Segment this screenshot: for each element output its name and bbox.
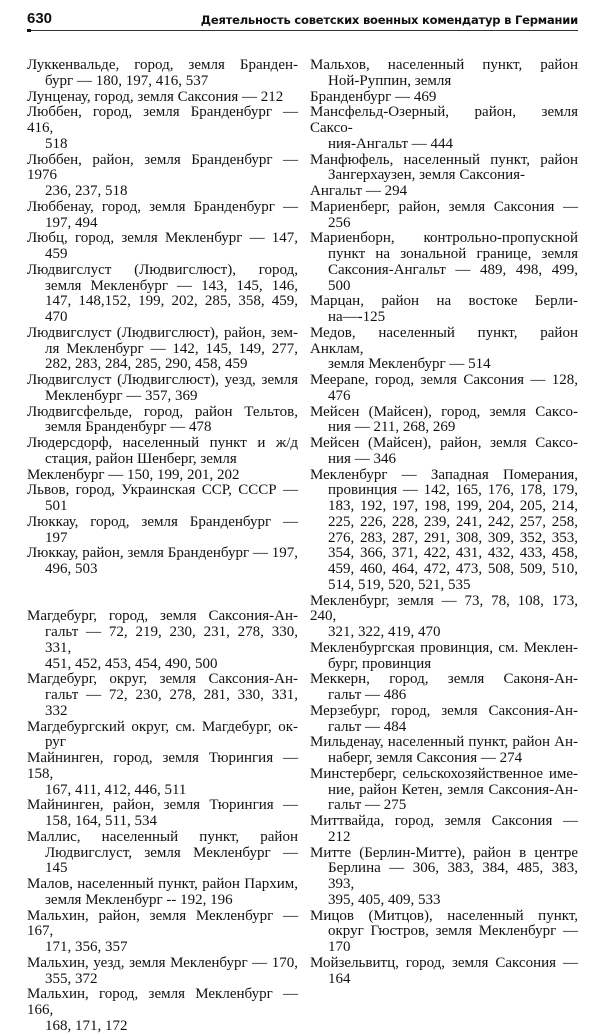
index-entry-continuation-line: гальт — 72, 219, 230, 231, 278, 330, 331, bbox=[45, 624, 298, 656]
index-entry-heading-line: Мальхин, район, земля Мекленбург — 167, bbox=[27, 907, 298, 940]
index-entry-heading-line: Митте (Берлин-Митте), район в центре bbox=[310, 844, 578, 861]
index-entry-continuation-line: 236, 237, 518 bbox=[45, 183, 128, 199]
index-entry-heading-line: Мойзельвитц, город, земля Саксония — bbox=[310, 954, 578, 971]
index-entry bbox=[310, 153, 578, 185]
index-entry-heading-line: Людвигслуст (Людвигслюст), уезд, земля bbox=[27, 372, 298, 388]
index-entry-continuation-line: 158, 164, 511, 534 bbox=[45, 813, 157, 829]
index-entry-heading-line: Магдебургский округ, см. Магдебург, ок- bbox=[27, 718, 298, 735]
index-entry-heading-line: Майнинген, район, земля Тюрингия — bbox=[27, 797, 298, 814]
index-entry-continuation-line: 451, 452, 453, 454, 490, 500 bbox=[45, 655, 218, 672]
index-entry bbox=[27, 58, 298, 90]
index-entry-heading-line: Малов, населенный пункт, район Пархим, bbox=[27, 876, 298, 892]
index-entry-continuation-line: Зангерхаузен, земля Саксония- bbox=[328, 167, 526, 184]
index-entry-continuation-line: наберг, земля Саксония — 274 bbox=[328, 750, 523, 766]
index-entry-continuation-line: ние, район Кетен, земля Саксония-Ан- bbox=[328, 781, 578, 798]
index-entry bbox=[310, 846, 578, 909]
index-entry bbox=[27, 263, 298, 326]
index-entry-continuation-line: 470 bbox=[45, 309, 68, 325]
index-entry bbox=[27, 436, 298, 468]
index-entry bbox=[310, 105, 578, 152]
index-entry-heading-line: Мекленбург — Западная Померания, bbox=[310, 466, 578, 483]
index-entry-continuation-line: 476 bbox=[328, 387, 351, 404]
index-column-left bbox=[27, 58, 298, 1035]
index-entry-heading-line: Мариенборн, контрольно-пропускной bbox=[310, 230, 578, 247]
index-entry bbox=[310, 326, 578, 373]
index-entry bbox=[310, 909, 578, 956]
index-entry-heading-line: Мейсен (Майсен), район, земля Саксо- bbox=[310, 435, 578, 451]
page-number: 630 bbox=[27, 10, 53, 27]
index-entry-continuation-line: 170 bbox=[328, 939, 351, 955]
index-entry-continuation-line: 496, 503 bbox=[45, 561, 98, 577]
index-entry bbox=[27, 830, 298, 877]
index-entry-heading-line: Мекленбург, земля — 73, 78, 108, 173, 240, bbox=[310, 592, 578, 625]
index-entry bbox=[310, 814, 578, 846]
index-entry-continuation-line: 212 bbox=[328, 828, 351, 845]
index-entry bbox=[310, 200, 578, 232]
index-entry bbox=[27, 483, 298, 515]
index-entry-heading-line: Мальхин, уезд, земля Мекленбург — 170, bbox=[27, 954, 298, 971]
index-entry bbox=[310, 184, 578, 200]
index-entry-heading-line: Миттвайда, город, земля Саксония — bbox=[310, 813, 578, 829]
header-rule-mark bbox=[27, 29, 31, 32]
index-entry-heading-line: Магдебург, город, земля Саксония-Ан- bbox=[27, 608, 298, 625]
index-entry-continuation-line: на—-125 bbox=[328, 309, 386, 325]
index-entry bbox=[310, 231, 578, 294]
index-entry-heading-line: Любц, город, земля Мекленбург — 147, bbox=[27, 230, 298, 247]
index-entry-heading-line: Мальхов, населенный пункт, район bbox=[310, 57, 578, 73]
index-entry-continuation-line: стация, район Шенберг, земля bbox=[45, 450, 237, 467]
index-entry bbox=[310, 436, 578, 468]
index-entry-continuation-line: Саксония-Ангальт — 489, 498, 499, bbox=[328, 261, 578, 278]
index-entry-heading-line: Лунценау, город, земля Саксония — 212 bbox=[27, 88, 284, 105]
index-entry-heading-line: Львов, город, Украинская ССР, СССР — bbox=[27, 482, 298, 499]
index-entry-heading-line: Мейсен (Майсен), город, земля Саксо- bbox=[310, 403, 578, 420]
index-entry-heading-line: Манфюфель, населенный пункт, район bbox=[310, 151, 578, 168]
index-entry bbox=[27, 105, 298, 152]
index-entry bbox=[27, 515, 298, 547]
index-entry-continuation-line: земля Бранденбург — 478 bbox=[45, 419, 212, 436]
index-entry-heading-line: Бранденбург — 469 bbox=[310, 88, 437, 105]
index-entry-heading-line: Люббен, район, земля Бранденбург — 1976 bbox=[27, 151, 298, 184]
index-entry-continuation-line: 171, 356, 357 bbox=[45, 939, 128, 955]
index-entry-continuation-line: 514, 519, 520, 521, 535 bbox=[328, 576, 471, 593]
index-entry-continuation-line: гальт — 484 bbox=[328, 718, 407, 735]
index-entry-heading-line: Минстерберг, сельскохозяйственное име- bbox=[310, 765, 578, 782]
index-entry bbox=[310, 704, 578, 736]
index-entry bbox=[310, 58, 578, 90]
index-entry-heading-line: Люккау, город, земля Бранденбург — bbox=[27, 513, 298, 530]
index-entry-heading-line: Люккау, район, земля Бранденбург — 197, bbox=[27, 545, 298, 562]
index-entry-continuation-line: 459, 460, 464, 472, 473, 508, 509, 510, bbox=[328, 561, 578, 577]
index-entry-continuation-line: 147, 148,152, 199, 202, 285, 358, 459, bbox=[45, 293, 298, 310]
index-entry-continuation-line: ния-Ангальт — 444 bbox=[328, 135, 454, 152]
index-entry-continuation-line: 256 bbox=[328, 214, 351, 231]
running-title: Деятельность советских военных комендатур в Германии bbox=[200, 13, 578, 27]
index-entry-continuation-line: 276, 283, 287, 291, 308, 309, 352, 353, bbox=[328, 529, 578, 546]
index-entry-heading-line: Меерane, город, земля Саксония — 128, bbox=[310, 372, 578, 388]
index-entry bbox=[27, 956, 298, 988]
index-entry-continuation-line: округ Гюстров, земля Мекленбург — bbox=[328, 923, 578, 940]
index-entry-continuation-line: 459 bbox=[45, 246, 68, 262]
index-entry bbox=[27, 326, 298, 373]
index-entry bbox=[27, 877, 298, 909]
index-entry-continuation-line: провинция — 142, 165, 176, 178, 179, bbox=[328, 482, 578, 499]
index-entry bbox=[310, 90, 578, 106]
index-entry-continuation-line: 354, 366, 371, 422, 431, 432, 433, 458, bbox=[328, 545, 578, 562]
index-entry bbox=[27, 720, 298, 752]
index-entry-continuation-line: 168, 171, 172 bbox=[45, 1017, 128, 1034]
index-entry bbox=[310, 373, 578, 405]
index-entry bbox=[27, 405, 298, 437]
index-entry bbox=[310, 672, 578, 704]
index-entry bbox=[27, 751, 298, 798]
index-column-right bbox=[310, 58, 578, 987]
index-entry-continuation-line: Мекленбург — 357, 369 bbox=[45, 387, 198, 404]
index-entry-continuation-line: 225, 226, 228, 239, 241, 242, 257, 258, bbox=[328, 513, 578, 530]
index-entry-continuation-line: Берлина — 306, 383, 384, 485, 383, 393, bbox=[328, 860, 578, 892]
index-entry-continuation-line: 355, 372 bbox=[45, 970, 98, 987]
index-entry-continuation-line: 145 bbox=[45, 860, 68, 877]
index-entry-continuation-line: ния — 346 bbox=[328, 450, 396, 467]
index-entry bbox=[27, 153, 298, 200]
index-entry-continuation-line: 501 bbox=[45, 498, 68, 514]
index-entry-heading-line: Мальхин, город, земля Мекленбург — 166, bbox=[27, 986, 298, 1018]
index-entry-continuation-line: бург, провинция bbox=[328, 655, 432, 672]
index-entry bbox=[27, 798, 298, 830]
index-entry-heading-line: Мекленбург — 150, 199, 201, 202 bbox=[27, 466, 240, 483]
letter-section-gap bbox=[27, 578, 298, 610]
index-entry-continuation-line: 164 bbox=[328, 970, 351, 987]
index-entry bbox=[27, 90, 298, 106]
index-entry-heading-line: Луккенвальде, город, земля Бранден- bbox=[27, 57, 298, 73]
index-entry-continuation-line: ния — 211, 268, 269 bbox=[328, 419, 456, 436]
index-entry-continuation-line: Людвигслуст, земля Мекленбург — bbox=[45, 844, 298, 861]
header-rule bbox=[27, 30, 578, 31]
index-entry-continuation-line: 321, 322, 419, 470 bbox=[328, 624, 441, 640]
index-entry bbox=[27, 672, 298, 719]
index-entry-heading-line: Марцан, район на востоке Берли- bbox=[310, 293, 578, 310]
index-entry-heading-line: Люббенау, город, земля Бранденбург — bbox=[27, 198, 298, 215]
index-entry bbox=[310, 767, 578, 814]
index-entry-heading-line: Мансфельд-Озерный, район, земля Саксо- bbox=[310, 104, 578, 136]
index-entry bbox=[310, 594, 578, 641]
index-entry bbox=[310, 468, 578, 594]
index-entry bbox=[27, 231, 298, 263]
index-entry bbox=[310, 735, 578, 767]
index-entry-continuation-line: 332 bbox=[45, 702, 68, 719]
index-entry-continuation-line: земля Мекленбург — 143, 145, 146, bbox=[45, 277, 298, 294]
index-entry-continuation-line: бург — 180, 197, 416, 537 bbox=[45, 72, 209, 89]
index-entry-heading-line: Люббен, город, земля Бранденбург — 416, bbox=[27, 104, 298, 136]
index-entry bbox=[310, 405, 578, 437]
index-entry-continuation-line: 197, 494 bbox=[45, 214, 98, 231]
index-entry bbox=[27, 200, 298, 232]
index-entry-continuation-line: 197 bbox=[45, 529, 68, 546]
index-entry-continuation-line: руг bbox=[45, 734, 66, 751]
index-entry-heading-line: Людвигслуст (Людвигслюст), район, зем- bbox=[27, 324, 298, 341]
index-entry bbox=[310, 641, 578, 673]
index-entry bbox=[310, 294, 578, 326]
index-entry-continuation-line: Ной-Руппин, земля bbox=[328, 72, 452, 89]
index-entry-continuation-line: гальт — 72, 230, 278, 281, 330, 331, bbox=[45, 687, 298, 703]
index-entry-continuation-line: 500 bbox=[328, 277, 351, 294]
index-entry-heading-line: Мариенберг, район, земля Саксония — bbox=[310, 198, 578, 215]
index-entry-heading-line: Мицов (Митцов), населенный пункт, bbox=[310, 907, 578, 924]
index-entry-continuation-line: 282, 283, 284, 285, 290, 458, 459 bbox=[45, 356, 248, 373]
index-entry-continuation-line: ля Мекленбург — 142, 145, 149, 277, bbox=[45, 340, 298, 357]
index-entry-continuation-line: 183, 192, 197, 198, 199, 204, 205, 214, bbox=[328, 498, 578, 514]
index-entry-continuation-line: 518 bbox=[45, 135, 68, 152]
index-entry-continuation-line: гальт — 275 bbox=[328, 797, 407, 814]
index-entry-heading-line: Маллис, населенный пункт, район bbox=[27, 828, 298, 845]
index-entry-heading-line: Мерзебург, город, земля Саксония-Ан- bbox=[310, 702, 578, 719]
index-entry-heading-line: Меккерн, город, земля Саконя-Ан- bbox=[310, 671, 578, 688]
index-entry bbox=[27, 373, 298, 405]
index-entry bbox=[27, 609, 298, 672]
index-entry-heading-line: Мильденау, населенный пункт, район Ан- bbox=[310, 734, 578, 751]
index-entry-heading-line: Мекленбургская провинция, см. Меклен- bbox=[310, 639, 578, 656]
index-entry-heading-line: Майнинген, город, земля Тюрингия — 158, bbox=[27, 750, 298, 782]
index-entry-continuation-line: пункт на зональной границе, земля bbox=[328, 246, 578, 262]
index-entry-heading-line: Людвигслуст (Людвигслюст), город, bbox=[27, 261, 298, 278]
index-entry-heading-line: Людерсдорф, населенный пункт и ж/д bbox=[27, 435, 298, 451]
index-entry-continuation-line: гальт — 486 bbox=[328, 687, 407, 703]
index-entry bbox=[310, 956, 578, 988]
index-entry-heading-line: Ангальт — 294 bbox=[310, 183, 408, 199]
index-entry bbox=[27, 909, 298, 956]
index-entry-continuation-line: земля Мекленбург — 514 bbox=[328, 356, 491, 373]
index-entry-continuation-line: 395, 405, 409, 533 bbox=[328, 891, 441, 908]
index-entry-continuation-line: 167, 411, 412, 446, 511 bbox=[45, 781, 187, 798]
index-entry bbox=[27, 468, 298, 484]
index-entry-heading-line: Медов, населенный пункт, район Анклам, bbox=[310, 324, 578, 357]
index-entry-continuation-line: земля Мекленбург -- 192, 196 bbox=[45, 891, 233, 908]
index-entry-heading-line: Магдебург, округ, земля Саксония-Ан- bbox=[27, 671, 298, 688]
index-entry bbox=[27, 987, 298, 1034]
index-entry-heading-line: Людвигсфельде, город, район Тельтов, bbox=[27, 403, 298, 420]
index-entry bbox=[27, 546, 298, 578]
